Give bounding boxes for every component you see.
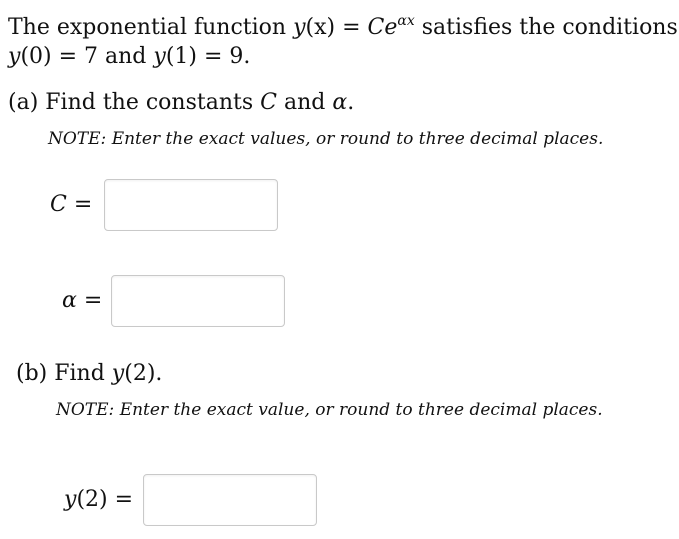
answer-input-y2[interactable]: [143, 474, 317, 526]
answer-input-C[interactable]: [104, 179, 278, 231]
label-C: [50, 192, 92, 218]
part-b-arg: (2).: [124, 361, 163, 386]
part-a-heading: [8, 90, 354, 116]
intro-end: satisfies the conditions: [414, 15, 678, 40]
part-b-heading: [16, 361, 162, 387]
constant-C: C: [367, 15, 385, 40]
part-a-period: .: [347, 90, 355, 115]
base-e: e: [384, 15, 398, 40]
part-b-note: NOTE: Enter the exact value, or round to three decimal places.: [56, 400, 603, 420]
part-a-var-C: C: [260, 90, 277, 115]
condition-1: (0) = 7: [20, 44, 99, 69]
answer-input-alpha[interactable]: [111, 275, 285, 327]
equals-sign: =: [335, 15, 368, 40]
function-arg: (x): [305, 15, 336, 40]
part-a-and: and: [276, 90, 333, 115]
label-C-var: C: [50, 192, 67, 217]
label-alpha-eq: =: [76, 288, 103, 313]
part-a-var-alpha: α: [332, 90, 348, 115]
and-word: and: [98, 44, 154, 69]
label-y2-arg: (2): [76, 487, 108, 512]
condition-1-y: y: [8, 44, 21, 69]
part-a-note: NOTE: Enter the exact values, or round to three decimal places.: [48, 129, 604, 149]
function-y: y: [293, 15, 306, 40]
part-b-prefix: (b) Find: [16, 361, 112, 386]
label-alpha: [62, 288, 102, 314]
problem-statement-line-2: [8, 44, 250, 70]
part-b-var-y: y: [111, 361, 125, 386]
label-y2: [64, 487, 133, 513]
exponent: αx: [397, 13, 415, 29]
label-C-eq: =: [66, 192, 93, 217]
label-y2-var: y: [64, 487, 77, 512]
intro-text: The exponential function: [8, 15, 287, 40]
label-y2-eq: =: [107, 487, 134, 512]
label-alpha-var: α: [62, 288, 77, 313]
problem-statement-line-1: [8, 8, 678, 41]
part-a-prefix: (a) Find the constants: [8, 90, 261, 115]
condition-2-y: y: [153, 44, 166, 69]
condition-2: (1) = 9.: [165, 44, 251, 69]
